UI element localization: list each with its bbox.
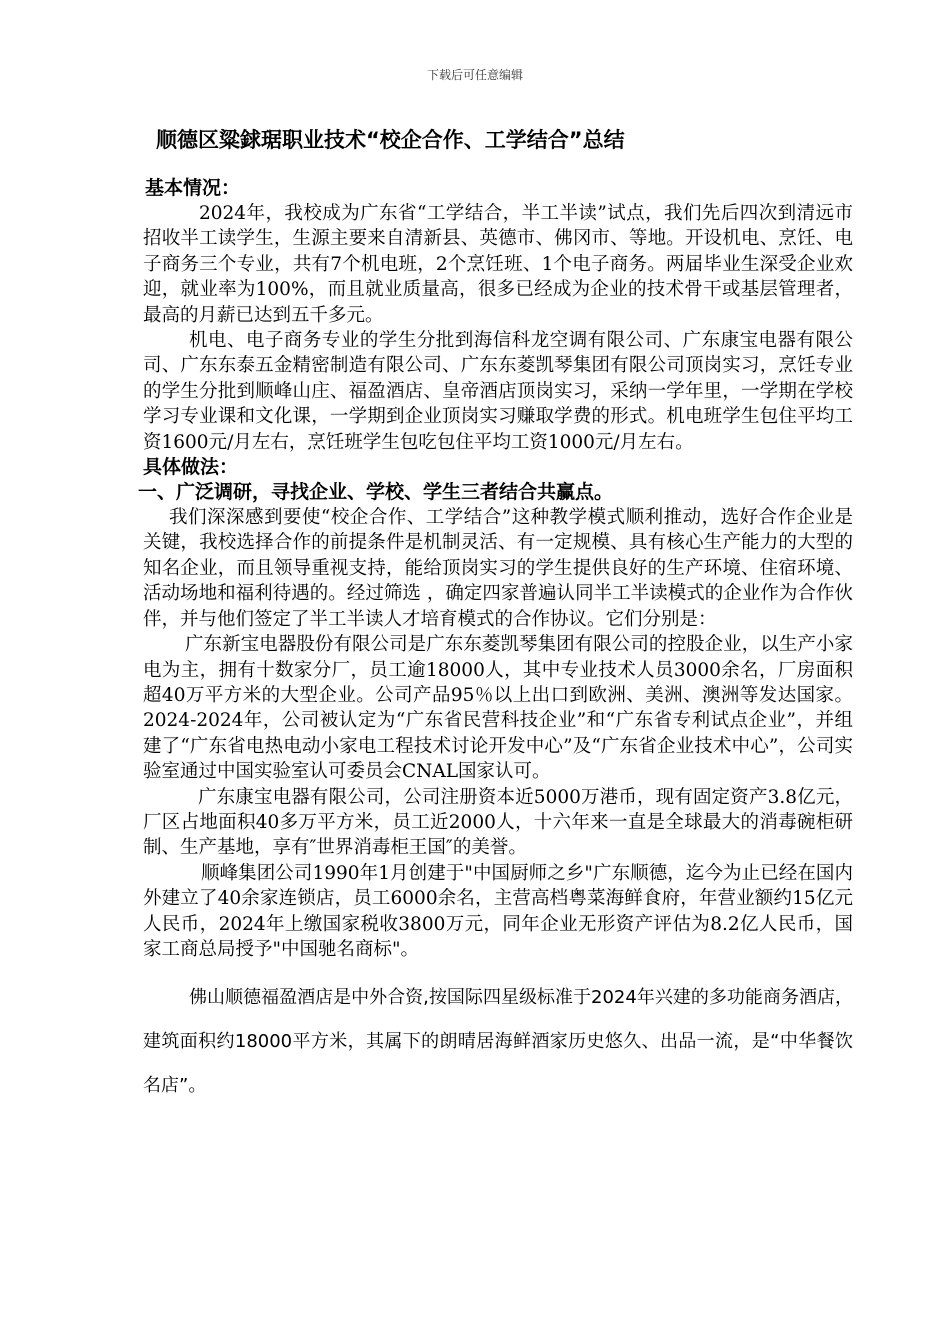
basic-paragraph-1: 2024年，我校成为广东省“工学结合，半工半读”试点，我们先后四次到清远市招收半工读学生，生源主要来自清新县、英德市、佛冈市、等地。开设机电、烹饪、电子商务三个专业，共有7个机电班，2个烹饪班、1个电子商务。两届毕业生深受企业欢迎，就业率为100%，而且就业质量高，很多已经成为企业的技术骨干或基层管理者，最高的月薪已达到五千多元。: [143, 203, 853, 326]
basic-paragraph-2: 机电、电子商务专业的学生分批到海信科龙空调有限公司、广东康宝电器有限公司、广东东泰五金精密制造有限公司、广东东菱凯琴集团有限公司顶岗实习，烹饪专业的学生分批到顺峰山庄、福盈酒店、皇帝酒店顶岗实习，采纳一学年里，一学期在学校学习专业课和文化课，一学期到企业顶岗实习赚取学费的形式。机电班学生包住平均工资1600元/月左右，烹饪班学生包吃包住平均工资1000元/月左右。: [143, 330, 853, 453]
header-note: 下载后可任意编辑: [426, 68, 523, 82]
section-1-paragraph-3: 广东康宝电器有限公司，公司注册资本近5000万港币，现有固定资产3.8亿元，厂区占地面积40多万平方米，员工近2000人，十六年来一直是全球最大的消毒碗柜研制、生产基地，享有″世界消毒柜王国″的美誉。: [143, 786, 853, 859]
document-title: 顺德区粱銶琚职业技术“校企合作、工学结合”总结: [156, 128, 625, 152]
section-1-paragraph-2: 广东新宝电器股份有限公司是广东东菱凯琴集团有限公司的控股企业，以生产小家电为主，拥有十数家分厂，员工逾18000人，其中专业技术人员3000余名，厂房面积超40万平方米的大型企业。公司产品95％以上出口到欧洲、美洲、澳洲等发达国家。2024-2024年，公司被认定为“广东省民营科技企业”和“广东省专利试点企业”，并组建了“广东省电热电动小家电工程技术讨论开发中心”及“广东省企业技术中心”，公司实验室通过中国实验室认可委员会CNAL国家认可。: [143, 634, 853, 783]
basic-situation-heading: 基本情况：: [145, 177, 241, 199]
method-heading: 具体做法：: [143, 456, 239, 479]
section-1-paragraph-1: 我们深深感到要使“校企合作、工学结合”这种教学模式顺利推动，选好合作企业是关键，我校选择合作的前提条件是机制灵活、有一定规模、具有核心生产能力的大型的知名企业，而且领导重视支持，能给顶岗实习的学生提供良好的生产环境、住宿环境、活动场地和福利待遇的。经过筛选 ，确定四家普遍认同半工半读模式的企业作为合作伙伴，并与他们签定了半工半读人才培育模式的合作协议。它们分别是：: [143, 507, 853, 630]
section-1-paragraph-4: 顺峰集团公司1990年1月创建于"中国厨师之乡"广东顺德，迄今为止已经在国内外建立了40余家连锁店，员工6000余名，主营高档粤菜海鲜食府，年营业额约15亿元人民币，2024年上缴国家税收3800万元，同年企业无形资产评估为8.2亿人民币，国家工商总局授予"中国驰名商标"。: [143, 862, 853, 960]
section-1-heading: 一、广泛调研，寻找企业、学校、学生三者结合共赢点。: [138, 481, 614, 504]
section-1-paragraph-5: 佛山顺德福盈酒店是中外合资,按国际四星级标准于2024年兴建的多功能商务酒店，建筑面积约18000平方米，其属下的朗晴居海鲜酒家历史悠久、出品一流，是“中华餐饮名店”。: [143, 987, 853, 1097]
document-body: [138, 176, 853, 1108]
